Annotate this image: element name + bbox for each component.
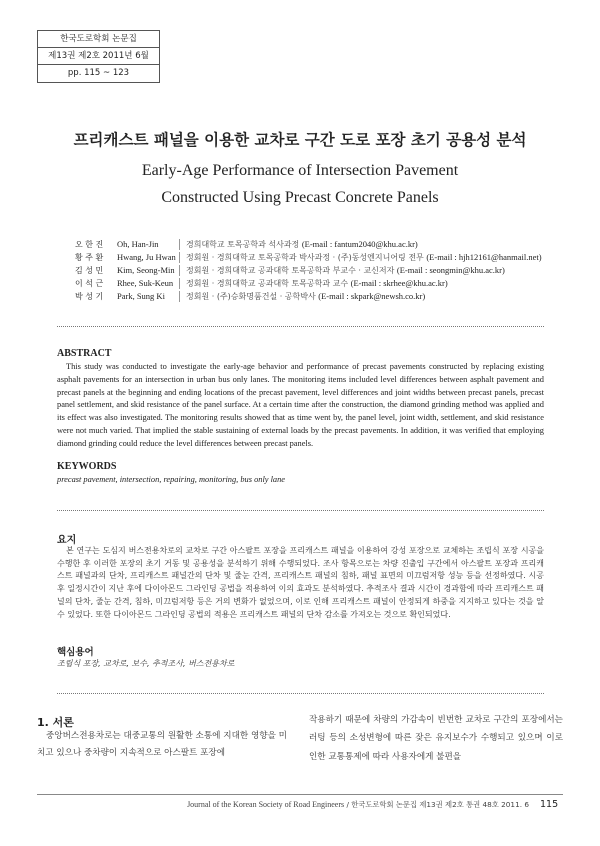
footer-citation [0, 800, 529, 810]
author-row [75, 238, 542, 251]
keywords-text: precast pavement, intersection, repairing, monitoring, bus only lane [57, 475, 286, 484]
author-divider [179, 239, 180, 250]
author-row [75, 290, 542, 303]
body-text-right-column: 작용하기 때문에 차량의 가감속이 빈번한 교차로 구간의 포장에서는 러팅 등의 소성변형에 따른 잦은 유지보수가 수행되고 있으며 이로 인한 교통통제에 따라 사용자에게 불편을 [309, 715, 563, 762]
journal-pages: pp. 115 ~ 123 [67, 68, 130, 78]
korean-keywords-text: 조립식 포장, 교차로, 보수, 추적조사, 버스전용차로 [57, 659, 235, 668]
title-korean: 프리캐스트 패널을 이용한 교차로 구간 도로 포장 초기 공용성 분석 [73, 130, 527, 149]
korean-abstract-heading: 요지 [57, 535, 77, 546]
author-name-en: Park, Sung Ki [117, 291, 165, 301]
title-english-line2: Constructed Using Precast Concrete Panels [161, 189, 439, 206]
author-list [75, 238, 542, 303]
footer-rule [37, 794, 563, 795]
author-name-en: Rhee, Suk-Keun [117, 278, 174, 288]
divider-dotted [57, 510, 544, 511]
journal-name: 한국도로학회 논문집 [38, 31, 159, 48]
author-email: (E-mail : skrhee@khu.ac.kr) [350, 278, 448, 288]
author-divider [179, 278, 180, 289]
journal-volume: 제13권 제2호 2011년 6월 [38, 48, 159, 65]
body-text-left-column: 중앙버스전용차로는 대중교통의 원활한 소통에 지대한 영향을 미치고 있으나 중차량이 지속적으로 아스팔트 포장에 [37, 731, 287, 759]
footer-journal-ko: / 한국도로학회 논문집 제13권 제2호 통권 48호 2011. 6 [344, 800, 529, 809]
author-name-en: Kim, Seong-Min [117, 265, 175, 275]
author-email: (E-mail : seongmin@khu.ac.kr) [396, 265, 505, 275]
korean-abstract-text: 본 연구는 도심지 버스전용차로의 교차로 구간 아스팔트 포장을 프리캐스트 패널을 이용하여 강성 포장으로 교체하는 조립식 포장 시공을 수행한 후 이러한 포장의 초기 거동 및 공용성을 분석하기 위해 수행되었다. 조사 항목으로는 차량 진출입 구간에서 아스팔트 포장과 프리캐스트 패널과의 단차, 프리캐스트 패널간의 단차 및 줄눈 간격, 프리캐스트 패널의 침하, 패널 표면의 미끄럼저항 성능 등을 선정하였다. 시공 후 일정시간이 지난 후에 다이아몬드 그라인딩 공법을 적용하여 이의 효과도 분석하였다. 추적조사 결과 시간이 경과함에 따라 프리캐스트 패널의 단차, 줄눈 간격, 침하, 미끄럼저항 등은 거의 변화가 없었으며, 이로 인해 프리캐스트 패널이 안정되게 하중을 지지하고 있다는 것을 알 수 있었다. 또한 다이아몬드 그라인딩 공법의 적용은 프리캐스트 패널의 단차 감소를 가져오는 것으로 확인되었다. [57, 546, 544, 619]
author-name-ko: 박 성 기 [75, 292, 104, 301]
author-email: (E-mail : skpark@newsh.co.kr) [318, 291, 426, 301]
author-divider [179, 265, 180, 276]
divider-dotted [57, 326, 544, 327]
author-name-ko: 황 주 환 [75, 253, 104, 262]
author-row [75, 264, 542, 277]
divider-dotted [57, 693, 544, 694]
author-divider [179, 291, 180, 302]
author-affiliation: 정회원 · (주)승화명품건설 · 공학박사 [186, 292, 316, 301]
footer-journal-en: Journal of the Korean Society of Road Engineers [187, 800, 345, 809]
author-email: (E-mail : fantum2040@khu.ac.kr) [301, 239, 418, 249]
section-heading: 1. 서론 [37, 716, 74, 729]
author-affiliation: 정회원 · 경희대학교 토목공학과 박사과정 · (주)동성엔지니어링 전무 [186, 253, 424, 262]
author-affiliation: 정회원 · 경희대학교 공과대학 토목공학과 부교수 · 교신저자 [186, 266, 395, 275]
page-number: 115 [540, 799, 559, 810]
author-affiliation: 경희대학교 토목공학과 석사과정 [186, 240, 300, 249]
abstract-text: This study was conducted to investigate the early-age behavior and performance of precast pavements constructed by replacing existing asphalt pavements for an intersection in urban bus only lanes. The monitoring items included level differences between asphalt pavement and precast panels at the beginning and ending locations of the precast pavement, level differences and joint widths between precast panels, precast panel settlement, and skid resistance of the panel surface. At a certain time after the construction, the diamond grinding method was applied and its effect was also investigated. The monitoring results showed that as time went by, the panel level, joint width, settlement, and skid resistance were not much varied. That implied the stable sustaining of external loads by the precast pavements. In addition, it was verified that employing diamond grinding could reduce the level differences between precast panels. [57, 362, 544, 448]
author-row [75, 277, 542, 290]
author-name-ko: 오 한 진 [75, 240, 104, 249]
author-name-ko: 김 성 민 [75, 266, 104, 275]
korean-keywords-heading: 핵심용어 [57, 647, 94, 658]
author-row [75, 251, 542, 264]
journal-info-box [37, 30, 160, 83]
author-affiliation: 정회원 · 경희대학교 공과대학 토목공학과 교수 [186, 279, 349, 288]
author-name-en: Oh, Han-Jin [117, 239, 159, 249]
author-name-ko: 이 석 근 [75, 279, 104, 288]
author-divider [179, 252, 180, 263]
author-email: (E-mail : hjh12161@hanmail.net) [426, 252, 542, 262]
title-english-line1: Early-Age Performance of Intersection Pavement [141, 162, 459, 179]
author-name-en: Hwang, Ju Hwan [117, 252, 176, 262]
keywords-heading: KEYWORDS [57, 461, 117, 472]
abstract-heading: ABSTRACT [57, 348, 112, 359]
